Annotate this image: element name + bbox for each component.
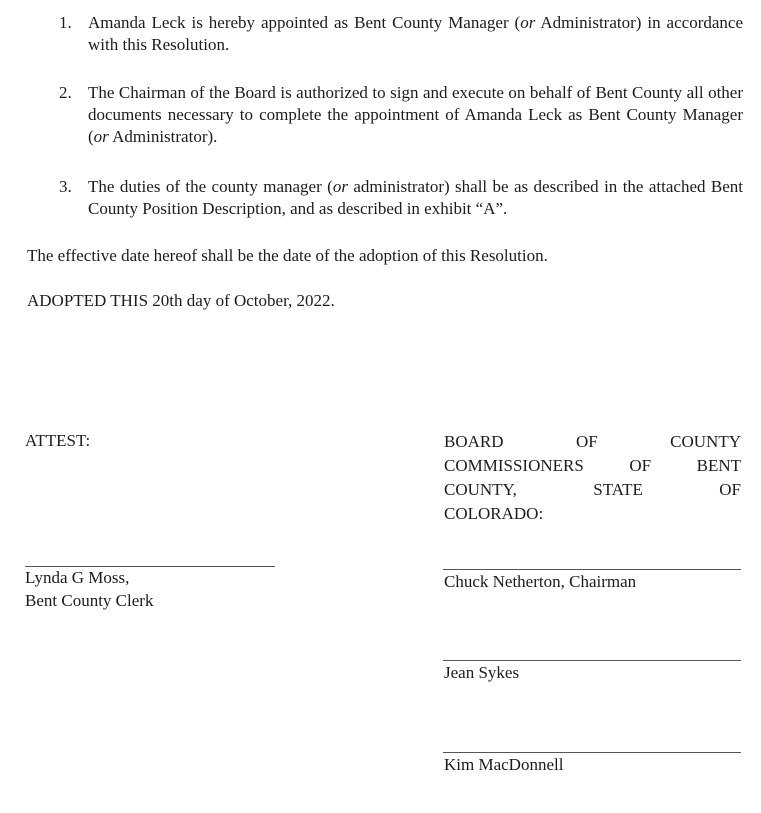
commissioner-signature-line xyxy=(443,752,741,753)
item-text: The duties of the county manager (or administrator) shall be as described in the attached Bent County Position Description, and as described in exhibit “A”. xyxy=(88,177,744,218)
commissioner-name: Kim MacDonnell xyxy=(444,755,564,774)
commissioner-signature-line xyxy=(443,660,741,661)
clerk-title: Bent County Clerk xyxy=(25,591,154,610)
commissioner-name: Jean Sykes xyxy=(444,663,520,682)
item-number: 1. xyxy=(59,13,72,32)
chairman-signature-line xyxy=(443,569,741,570)
board-heading-line: COMMISSIONERS OF BENT xyxy=(444,456,741,475)
chairman-name: Chuck Netherton, Chairman xyxy=(444,572,637,591)
board-heading xyxy=(444,430,741,526)
effective-date-paragraph: The effective date hereof shall be the date of the adoption of this Resolution. xyxy=(27,246,548,265)
clerk-name: Lynda G Moss, xyxy=(25,568,130,587)
board-heading-line: COLORADO: xyxy=(444,504,544,523)
board-heading-line: BOARD OF COUNTY xyxy=(444,432,741,451)
item-text: Amanda Leck is hereby appointed as Bent County Manager (or Administrator) in accordance with this Resolution. xyxy=(88,13,743,54)
item-text: The Chairman of the Board is authorized to sign and execute on behalf of Bent County all other documents necessary to complete the appointment of Amanda Leck as Bent County Manager (or Administrator). xyxy=(88,83,743,146)
board-heading-line: COUNTY, STATE OF xyxy=(444,480,741,499)
item-number: 2. xyxy=(59,83,72,102)
attest-label: ATTEST: xyxy=(25,431,91,450)
item-number: 3. xyxy=(59,177,72,196)
adopted-paragraph: ADOPTED THIS 20th day of October, 2022. xyxy=(27,291,335,310)
